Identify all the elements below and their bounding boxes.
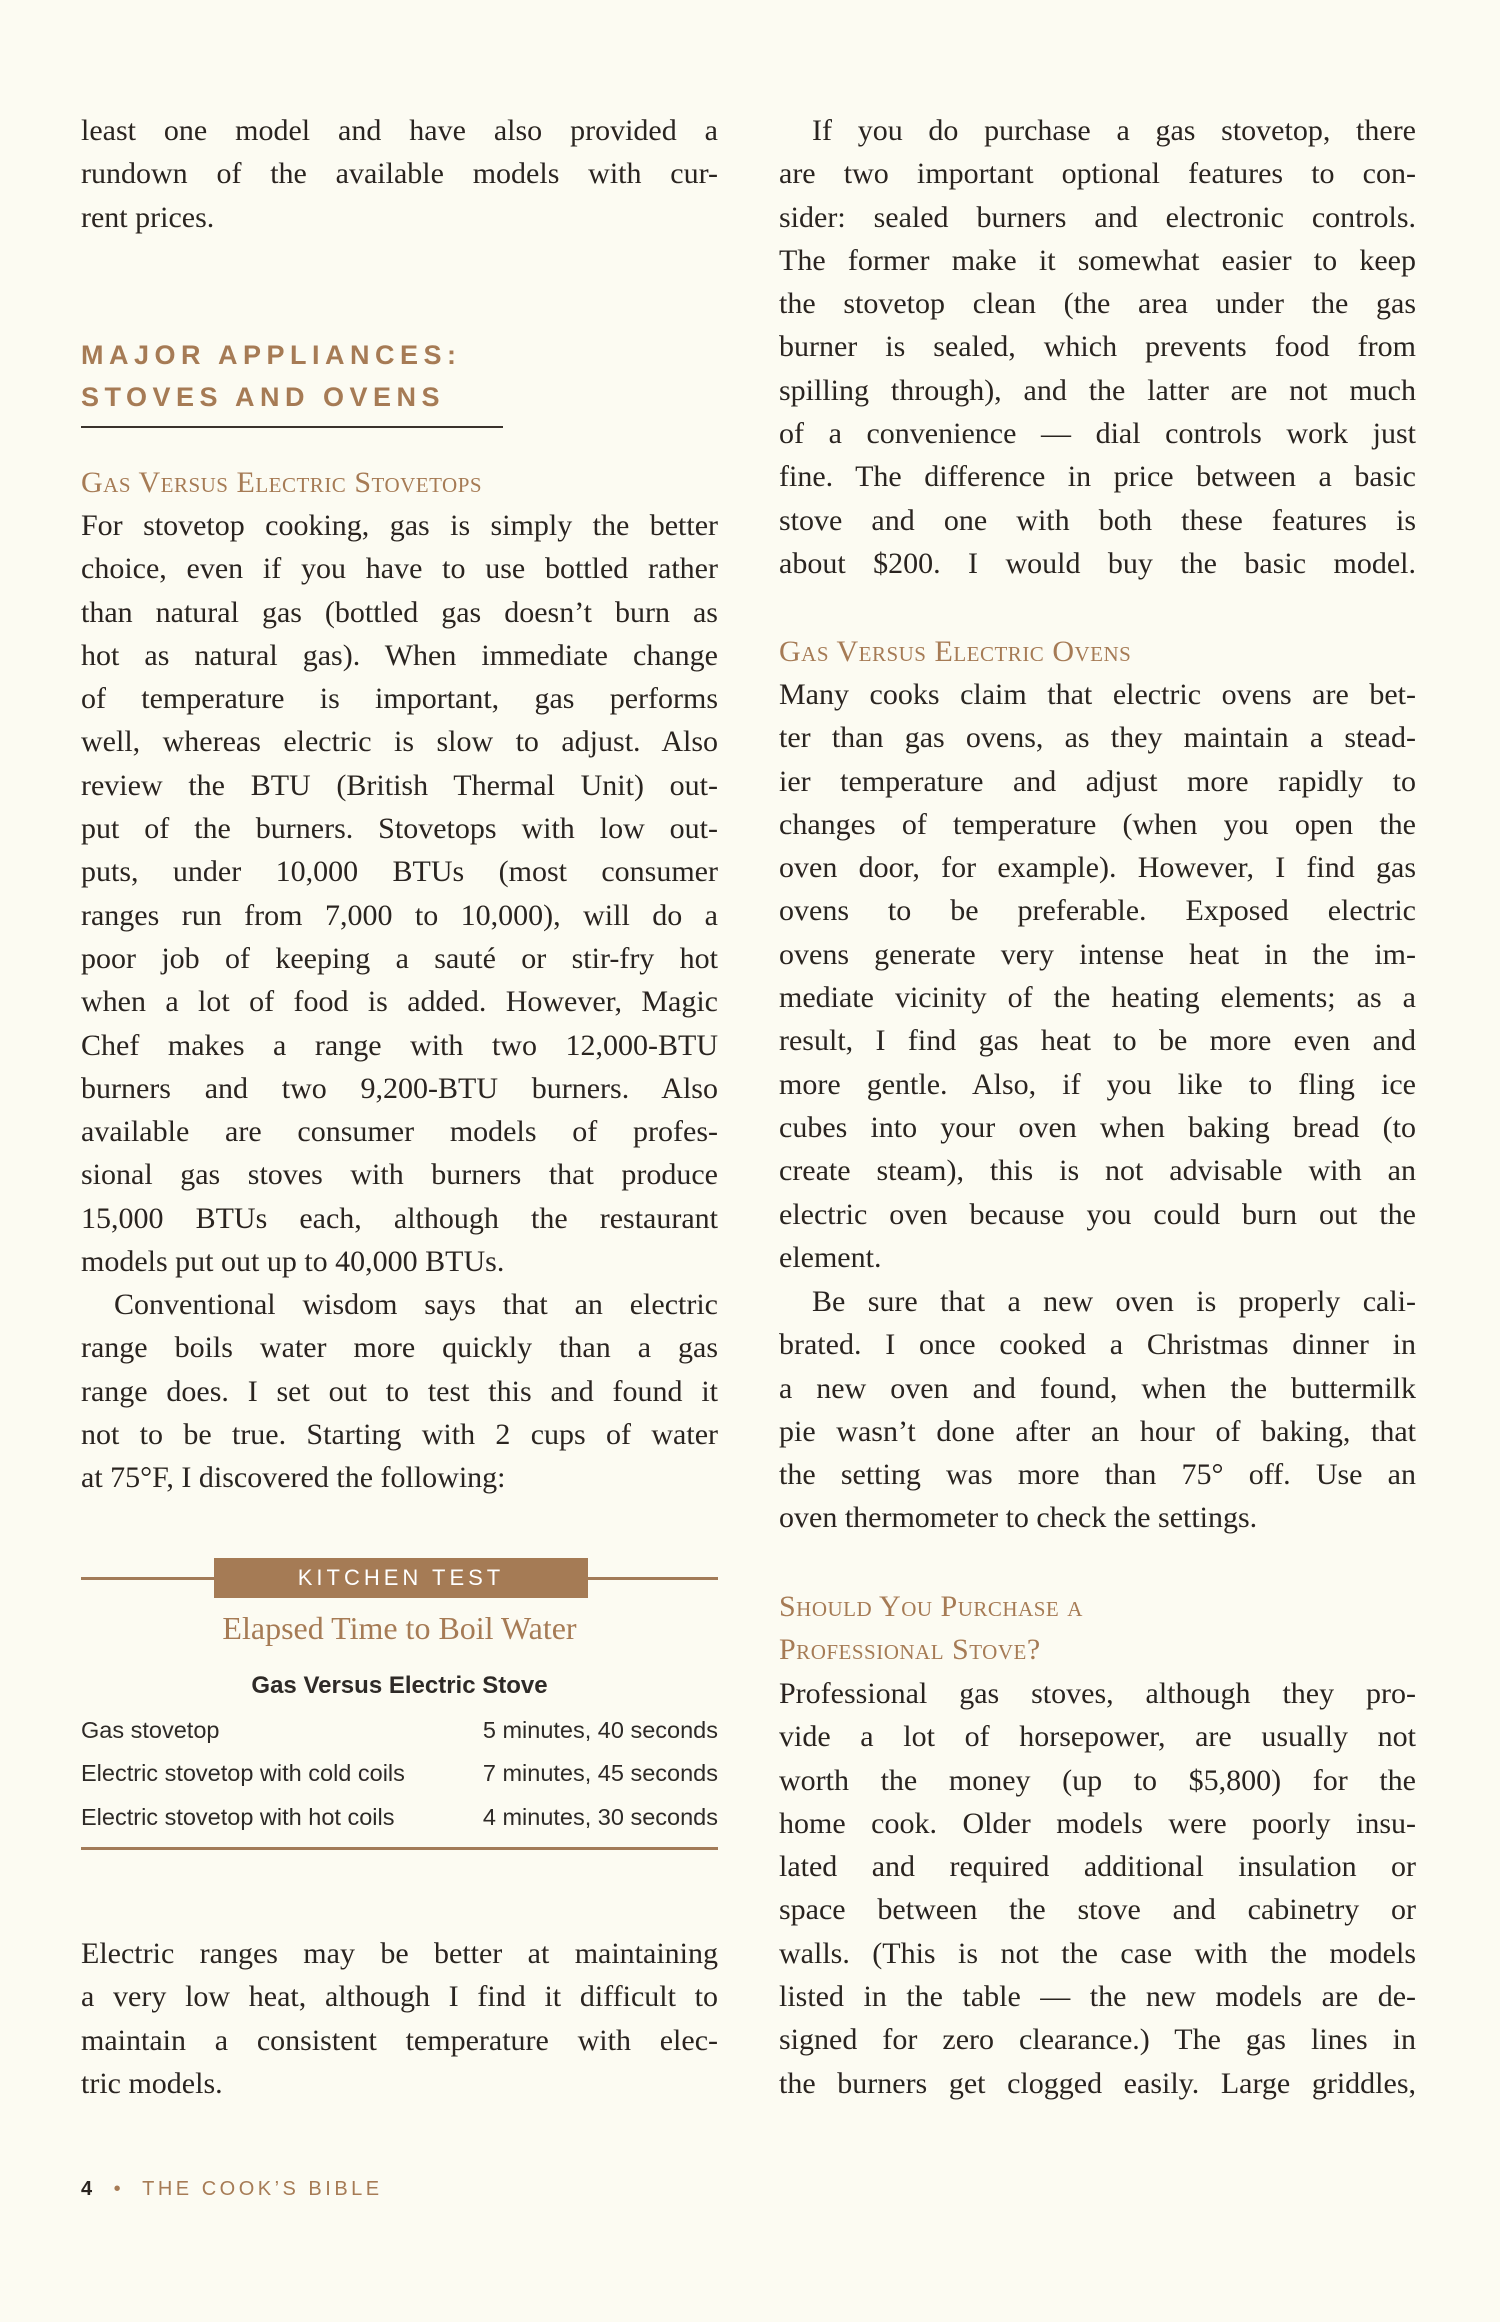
- text-line: ovens generate very intense heat in the im-: [779, 937, 1416, 971]
- text-line: worth the money (up to $5,800) for the: [779, 1763, 1416, 1797]
- text-line: Many cooks claim that electric ovens are bet-: [779, 678, 1416, 711]
- text-line: puts, under 10,000 BTUs (most consumer: [81, 855, 718, 889]
- paragraph: [81, 504, 718, 1283]
- row-value: 5 minutes, 40 seconds: [482, 1717, 718, 1743]
- text-line: 15,000 BTUs each, although the restaurant: [81, 1201, 718, 1235]
- text-line: burners and two 9,200-BTU burners. Also: [81, 1071, 718, 1105]
- text-line: sional gas stoves with burners that produce: [81, 1158, 718, 1192]
- text-line: the burners get clogged easily. Large griddles,: [779, 2066, 1416, 2100]
- paragraph: [779, 673, 1416, 1279]
- text-line: well, whereas electric is slow to adjust. Also: [81, 725, 718, 759]
- subheading-professional-line-1: Should You Purchase a: [779, 1590, 1083, 1623]
- page-number: 4: [81, 2178, 96, 2200]
- text-line: For stovetop cooking, gas is simply the better: [81, 509, 718, 542]
- text-line: ter than gas ovens, as they maintain a stead-: [779, 721, 1416, 755]
- text-line: more gentle. Also, if you like to fling ice: [779, 1067, 1416, 1101]
- text-line: signed for zero clearance.) The gas lines in: [779, 2023, 1416, 2057]
- text-line: Conventional wisdom says that an electric: [114, 1288, 718, 1321]
- subheading-stovetops: Gas Versus Electric Stovetops: [81, 466, 483, 499]
- section-divider: [81, 426, 503, 428]
- text-line: choice, even if you have to use bottled rather: [81, 552, 718, 586]
- text-line: tric models.: [81, 2066, 223, 2100]
- text-line: home cook. Older models were poorly insu-: [779, 1806, 1416, 1840]
- paragraph: [81, 109, 718, 239]
- text-line: spilling through), and the latter are not much: [779, 373, 1416, 407]
- text-line: ier temperature and adjust more rapidly to: [779, 764, 1416, 798]
- text-line: brated. I once cooked a Christmas dinner in: [779, 1328, 1416, 1362]
- text-line: least one model and have also provided a: [81, 114, 718, 147]
- paragraph: [779, 1280, 1416, 1540]
- text-line: the stovetop clean (the area under the gas: [779, 287, 1416, 321]
- text-line: space between the stove and cabinetry or: [779, 1893, 1416, 1927]
- text-line: walls. (This is not the case with the models: [779, 1936, 1416, 1970]
- text-line: The former make it somewhat easier to keep: [779, 243, 1416, 277]
- text-line: pie wasn’t done after an hour of baking, that: [779, 1414, 1416, 1448]
- paragraph: [779, 109, 1416, 585]
- paragraph: [81, 1932, 718, 2105]
- page-footer: [81, 2178, 383, 2201]
- table-row: [81, 1804, 718, 1831]
- text-line: lated and required additional insulation or: [779, 1850, 1416, 1884]
- kitchen-test-subtitle: Gas Versus Electric Stove: [251, 1672, 548, 1699]
- section-heading-line-2: STOVES AND OVENS: [81, 382, 446, 412]
- text-line: sider: sealed burners and electronic controls.: [779, 200, 1416, 234]
- text-line: available are consumer models of profes-: [81, 1115, 718, 1149]
- text-line: of a convenience — dial controls work just: [779, 417, 1416, 451]
- text-line: the setting was more than 75° off. Use an: [779, 1458, 1416, 1492]
- row-value: 4 minutes, 30 seconds: [482, 1804, 718, 1830]
- text-line: element.: [779, 1240, 882, 1274]
- text-line: at 75°F, I discovered the following:: [81, 1461, 506, 1495]
- text-line: burner is sealed, which prevents food from: [779, 330, 1416, 364]
- text-line: vide a lot of horsepower, are usually not: [779, 1720, 1416, 1754]
- text-line: hot as natural gas). When immediate change: [81, 638, 718, 672]
- row-label: Gas stovetop: [81, 1717, 220, 1743]
- text-line: stove and one with both these features is: [779, 503, 1416, 537]
- text-line: of temperature is important, gas performs: [81, 682, 718, 716]
- footer-separator: •: [113, 2178, 125, 2200]
- text-line: oven thermometer to check the settings.: [779, 1501, 1258, 1535]
- kitchen-test-label: KITCHEN TEST: [214, 1558, 588, 1598]
- table-row: [81, 1717, 718, 1744]
- text-line: ranges run from 7,000 to 10,000), will do a: [81, 898, 718, 932]
- text-line: oven door, for example). However, I find gas: [779, 851, 1416, 885]
- row-value: 7 minutes, 45 seconds: [482, 1760, 718, 1786]
- running-title: THE COOK’S BIBLE: [142, 2178, 383, 2200]
- text-line: not to be true. Starting with 2 cups of water: [81, 1417, 718, 1451]
- text-line: rent prices.: [81, 200, 215, 234]
- subheading-professional-line-2: Professional Stove?: [779, 1633, 1041, 1666]
- text-line: create steam), this is not advisable with an: [779, 1154, 1416, 1188]
- text-line: maintain a consistent temperature with elec-: [81, 2023, 718, 2057]
- text-line: Electric ranges may be better at maintaining: [81, 1937, 718, 1970]
- text-line: range boils water more quickly than a gas: [81, 1331, 718, 1365]
- text-line: rundown of the available models with cur-: [81, 157, 718, 191]
- kitchen-test-bottom-rule: [81, 1847, 718, 1850]
- table-row: [81, 1760, 718, 1787]
- section-heading-line-1: MAJOR APPLIANCES:: [81, 340, 462, 370]
- text-line: changes of temperature (when you open the: [779, 807, 1416, 841]
- kitchen-test-title: Elapsed Time to Boil Water: [222, 1610, 577, 1646]
- text-line: put of the burners. Stovetops with low out-: [81, 812, 718, 846]
- text-line: Be sure that a new oven is properly cali-: [812, 1285, 1416, 1318]
- paragraph: [81, 1283, 718, 1499]
- text-line: than natural gas (bottled gas doesn’t burn as: [81, 595, 718, 629]
- text-line: a new oven and found, when the buttermilk: [779, 1371, 1416, 1405]
- row-label: Electric stovetop with hot coils: [81, 1804, 395, 1830]
- text-line: about $200. I would buy the basic model.: [779, 546, 1416, 580]
- text-line: a very low heat, although I find it difficult to: [81, 1980, 718, 2014]
- row-label: Electric stovetop with cold coils: [81, 1760, 405, 1786]
- text-line: when a lot of food is added. However, Magic: [81, 985, 718, 1019]
- text-line: cubes into your oven when baking bread (to: [779, 1110, 1416, 1144]
- text-line: fine. The difference in price between a basic: [779, 460, 1416, 494]
- text-line: ovens to be preferable. Exposed electric: [779, 894, 1416, 928]
- text-line: Professional gas stoves, although they pro-: [779, 1677, 1416, 1710]
- text-line: mediate vicinity of the heating elements; as a: [779, 981, 1416, 1015]
- text-line: range does. I set out to test this and found it: [81, 1374, 718, 1408]
- text-line: models put out up to 40,000 BTUs.: [81, 1245, 505, 1279]
- text-line: poor job of keeping a sauté or stir-fry hot: [81, 941, 718, 975]
- text-line: result, I find gas heat to be more even and: [779, 1024, 1416, 1058]
- text-line: review the BTU (British Thermal Unit) out-: [81, 768, 718, 802]
- paragraph: [779, 1672, 1416, 2105]
- text-line: If you do purchase a gas stovetop, there: [812, 114, 1416, 147]
- text-line: electric oven because you could burn out the: [779, 1197, 1416, 1231]
- text-line: are two important optional features to con-: [779, 157, 1416, 191]
- subheading-ovens: Gas Versus Electric Ovens: [779, 635, 1132, 668]
- text-line: Chef makes a range with two 12,000-BTU: [81, 1028, 718, 1062]
- text-line: listed in the table — the new models are de-: [779, 1980, 1416, 2014]
